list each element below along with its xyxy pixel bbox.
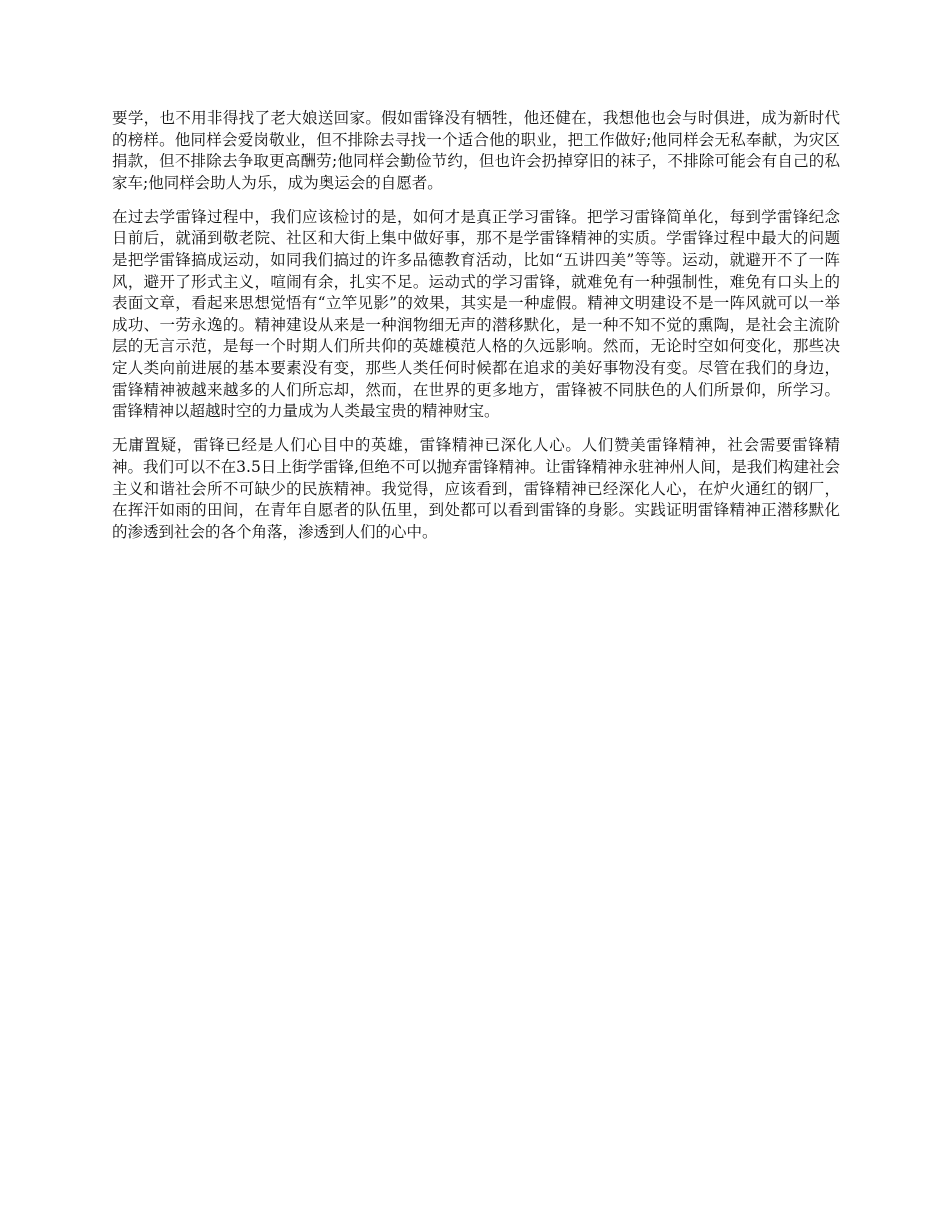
paragraph-3: 无庸置疑，雷锋已经是人们心目中的英雄，雷锋精神已深化人心。人们赞美雷锋精神，社会需要雷锋精神。我们可以不在3.5日上街学雷锋,但绝不可以抛弃雷锋精神。让雷锋精神永驻神州人间，是我们构建社会主义和谐社会所不可缺少的民族精神。我觉得，应该看到，雷锋精神已经深化人心，在炉火通红的钢厂，在挥汗如雨的田间，在青年自愿者的队伍里，到处都可以看到雷锋的身影。实践证明雷锋精神正潜移默化的渗透到社会的各个角落，渗透到人们的心中。	[112, 436, 840, 541]
paragraph-2: 在过去学雷锋过程中，我们应该检讨的是，如何才是真正学习雷锋。把学习雷锋简单化，每到学雷锋纪念日前后，就涌到敬老院、社区和大街上集中做好事，那不是学雷锋精神的实质。学雷锋过程中最大的问题是把学雷锋搞成运动，如同我们搞过的许多品德教育活动，比如“五讲四美”等等。运动，就避开不了一阵风，避开了形式主义，喧闹有余，扎实不足。运动式的学习雷锋，就难免有一种强制性，难免有口头上的表面文章，看起来思想觉悟有“立竿见影”的效果，其实是一种虚假。精神文明建设不是一阵风就可以一举成功、一劳永逸的。精神建设从来是一种润物细无声的潜移默化，是一种不知不觉的熏陶，是社会主流阶层的无言示范，是每一个时期人们所共仰的英雄模范人格的久远影响。然而，无论时空如何变化，那些决定人类向前进展的基本要素没有变，那些人类任何时候都在追求的美好事物没有变。尽管在我们的身边，雷锋精神被越来越多的人们所忘却，然而，在世界的更多地方，雷锋被不同肤色的人们所景仰，所学习。雷锋精神以超越时空的力量成为人类最宝贵的精神财宝。	[112, 207, 840, 421]
paragraph-1: 要学，也不用非得找了老大娘送回家。假如雷锋没有牺牲，他还健在，我想他也会与时俱进，成为新时代的榜样。他同样会爱岗敬业，但不排除去寻找一个适合他的职业，把工作做好;他同样会无私奉献，为灾区捐款，但不排除去争取更高酬劳;他同样会勤俭节约，但也许会扔掉穿旧的袜子，不排除可能会有自己的私家车;他同样会助人为乐，成为奥运会的自愿者。	[112, 109, 840, 192]
document-body	[112, 108, 840, 556]
